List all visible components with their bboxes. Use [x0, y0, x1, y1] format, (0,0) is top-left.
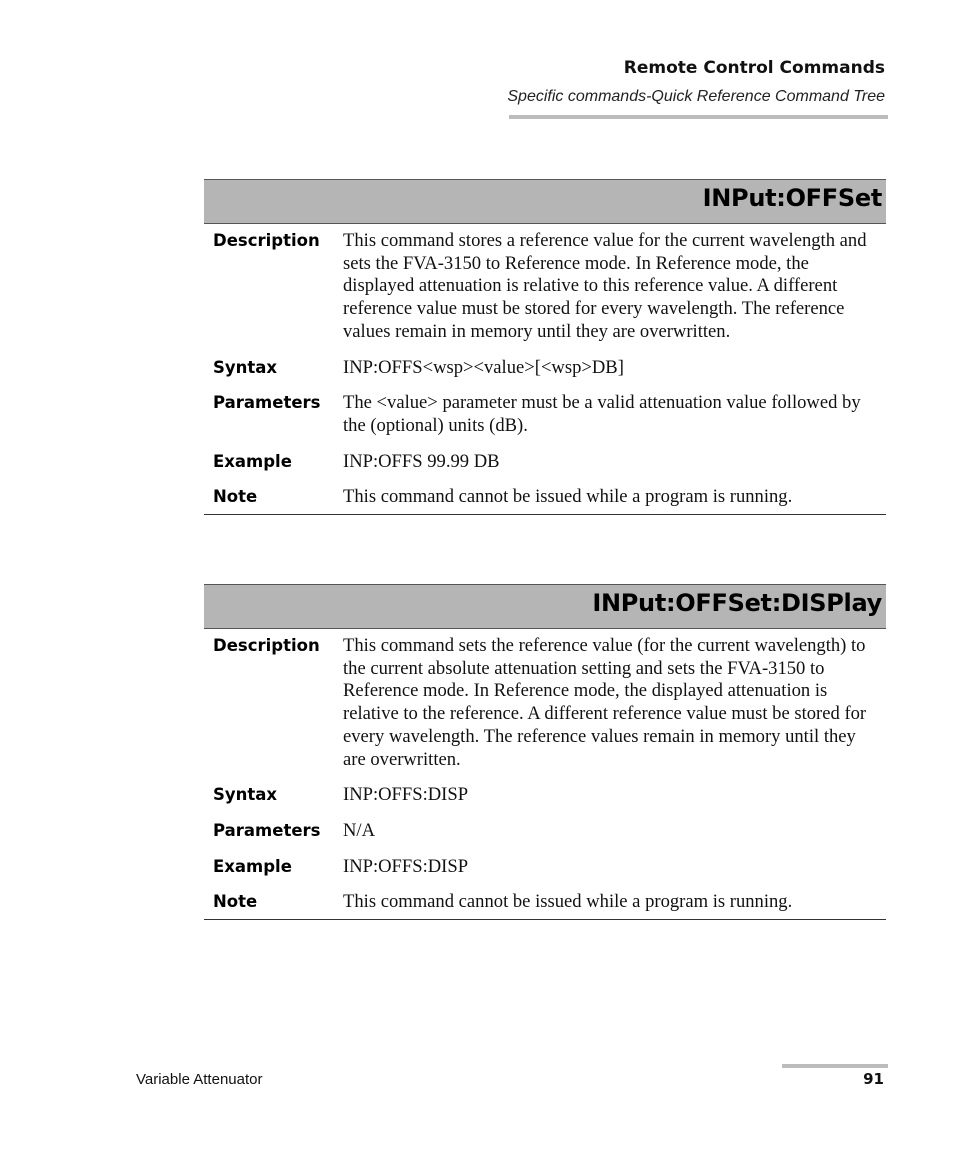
- row-value: INP:OFFS:DISP: [343, 784, 469, 806]
- header-subtitle: Specific commands-Quick Reference Command Tree: [507, 88, 885, 105]
- row-label: Example: [213, 451, 292, 471]
- row-value: INP:OFFS 99.99 DB: [343, 450, 500, 472]
- row-label: Syntax: [213, 785, 278, 805]
- syntax-row: [204, 784, 886, 807]
- parameters-row: [204, 392, 886, 437]
- row-value: This command stores a reference value for the current wavelength and sets the FVA-3150 to Reference mode. In Reference mode, the displayed attenuation is relative to this reference value. A different reference value must be stored for every wavelength. The reference values remain in memory until they are overwritten.: [343, 230, 867, 342]
- page-number: 91: [863, 1070, 884, 1088]
- note-row: [204, 891, 886, 914]
- note-row: [204, 486, 886, 509]
- example-row: [204, 856, 886, 879]
- row-label: Description: [213, 636, 320, 655]
- row-label: Syntax: [213, 357, 278, 377]
- row-label: Description: [213, 231, 320, 250]
- row-value: N/A: [343, 819, 376, 841]
- command-block-input-offset-display: [204, 584, 886, 920]
- header-title: Remote Control Commands: [623, 58, 885, 78]
- row-label: Note: [213, 487, 258, 507]
- row-value: INP:OFFS:DISP: [343, 855, 469, 877]
- command-details: [204, 629, 886, 920]
- syntax-row: [204, 357, 886, 380]
- command-title: INPut:OFFSet: [702, 184, 882, 212]
- description-row: [204, 230, 886, 344]
- row-value: This command cannot be issued while a program is running.: [343, 891, 793, 913]
- row-label: Example: [213, 856, 292, 876]
- command-header: [204, 179, 886, 224]
- row-label: Parameters: [213, 393, 321, 413]
- parameters-row: [204, 820, 886, 843]
- row-value: The <value> parameter must be a valid attenuation value followed by the (optional) units (dB).: [343, 392, 861, 436]
- command-title: INPut:OFFSet:DISPlay: [592, 589, 882, 617]
- header-divider: [509, 115, 888, 119]
- row-value: This command sets the reference value (for the current wavelength) to the current absolute attenuation setting and sets the FVA-3150 to Reference mode. In Reference mode, the displayed attenuation is relative to the reference. A different reference value must be stored for every wavelength. The reference values remain in memory until they are overwritten.: [343, 635, 867, 770]
- footer-divider: [782, 1064, 888, 1068]
- example-row: [204, 451, 886, 474]
- row-value: INP:OFFS<wsp><value>[<wsp>DB]: [343, 356, 624, 378]
- command-details: [204, 224, 886, 515]
- row-label: Note: [213, 892, 258, 912]
- command-header: [204, 584, 886, 629]
- row-value: This command cannot be issued while a program is running.: [343, 486, 793, 508]
- row-label: Parameters: [213, 820, 321, 840]
- command-block-input-offset: [204, 179, 886, 515]
- description-row: [204, 635, 886, 771]
- footer-document-title: Variable Attenuator: [136, 1071, 263, 1088]
